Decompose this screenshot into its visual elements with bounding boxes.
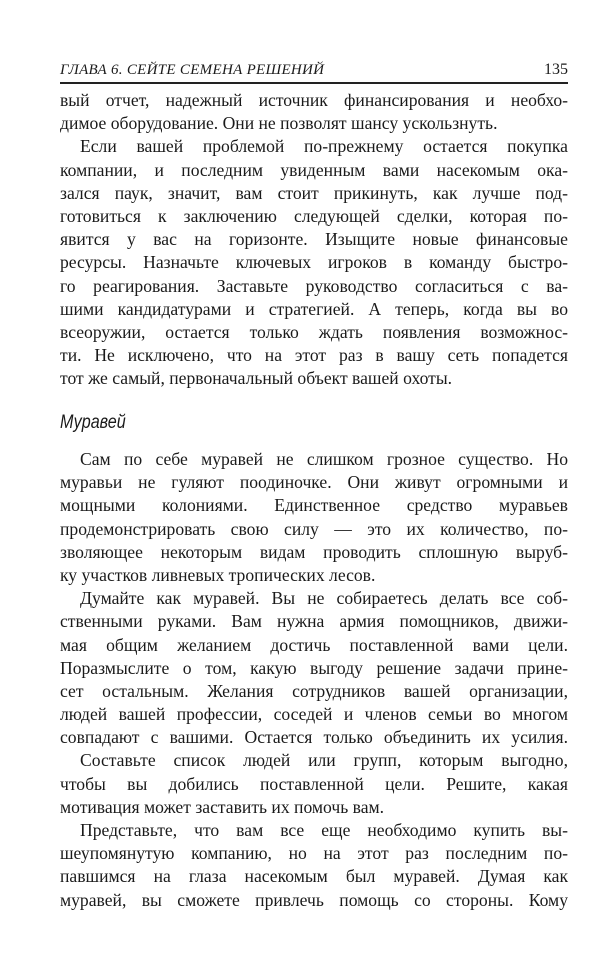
text-line: продемонстрировать свою силу — это их количество, по-	[60, 518, 568, 539]
text-line: Поразмыслите о том, какую выгоду решение задачи прине-	[60, 657, 568, 678]
text-line: людей вашей профессии, соседей и членов семьи во многом	[60, 704, 568, 725]
text-line: чтобы вы добились поставленной цели. Решите, какая	[60, 773, 568, 794]
text-line: муравьи не гуляют поодиночке. Они живут огромными и	[60, 472, 568, 493]
text-line: димое оборудование. Они не позволят шансу ускользнуть.	[60, 113, 498, 134]
text-line: мая общим желанием достичь поставленной вами цели.	[60, 634, 568, 655]
text-line: совпадают с вашими. Остается только объединить их усилия.	[60, 727, 568, 748]
text-section-1	[60, 89, 568, 390]
text-line: ти. Не исключено, что на этот раз в вашу сеть попадется	[60, 345, 568, 366]
text-line: Составьте список людей или групп, которым выгодно,	[80, 750, 568, 771]
text-line: ственными руками. Вам нужна армия помощников, движи-	[60, 611, 568, 632]
text-line: ресурсы. Назначьте ключевых игроков в команду быстро-	[60, 252, 568, 273]
text-line: го реагирования. Заставьте руководство согласиться с ва-	[60, 275, 568, 296]
text-line: павшимся на глаза насекомым был муравей. Думая как	[60, 866, 568, 887]
running-header	[60, 60, 568, 84]
text-line: зволяющее некоторым видам проводить сплошную выруб-	[60, 541, 568, 562]
text-section-2	[60, 448, 568, 912]
text-line: Если вашей проблемой по-прежнему остается покупка	[80, 136, 568, 157]
section-heading: Муравей	[60, 412, 126, 433]
text-line: мотивация может заставить их помочь вам.	[60, 796, 385, 817]
text-line: шими кандидатурами и стратегией. А теперь, когда вы во	[60, 298, 568, 319]
text-line: Думайте как муравей. Вы не собираетесь делать все соб-	[80, 588, 568, 609]
text-line: шеупомянутую компанию, но на этот раз последним по-	[60, 843, 568, 864]
text-line: вый отчет, надежный источник финансирования и необхо-	[60, 90, 568, 110]
text-line: компании, и последним увиденным вами насекомым ока-	[60, 159, 568, 180]
page-number: 135	[544, 61, 568, 78]
text-line: мощными колониями. Единственное средство муравьев	[60, 495, 568, 516]
text-line: муравей, вы сможете привлечь помощь со стороны. Кому	[60, 889, 568, 910]
text-line: Сам по себе муравей не слишком грозное существо. Но	[80, 449, 568, 469]
text-line: зался паук, значит, вам стоит прикинуть, как лучше под-	[60, 182, 568, 203]
text-line: всеоружии, остается только ждать появления возможнос-	[60, 321, 568, 342]
text-line: Представьте, что вам все еще необходимо купить вы-	[80, 820, 568, 840]
text-line: готовиться к заключению следующей сделки, которая по-	[60, 205, 568, 226]
running-title: ГЛАВА 6. СЕЙТЕ СЕМЕНА РЕШЕНИЙ	[60, 62, 325, 78]
text-line: тот же самый, первоначальный объект вашей охоты.	[60, 368, 453, 389]
text-line: явится у вас на горизонте. Изыщите новые финансовые	[60, 229, 568, 250]
text-line: ку участков ливневых тропических лесов.	[60, 564, 376, 585]
text-line: сет остальным. Желания сотрудников вашей организации,	[60, 680, 568, 701]
